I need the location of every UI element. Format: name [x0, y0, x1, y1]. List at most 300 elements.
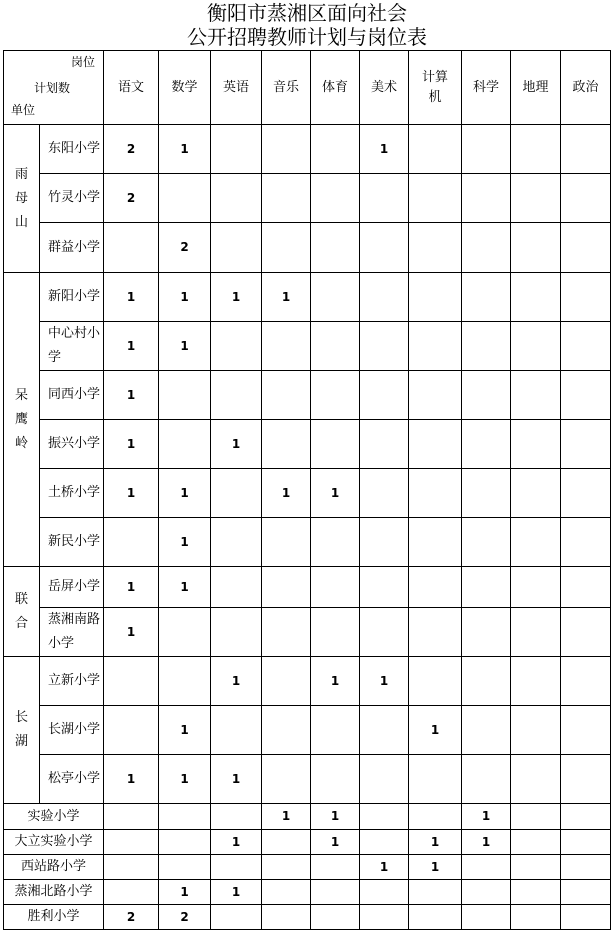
- school-cell: [40, 608, 104, 657]
- subject-label: 英语: [222, 79, 249, 95]
- count-cell: [561, 706, 611, 755]
- count-cell: [409, 322, 462, 371]
- school-cell: [4, 905, 104, 930]
- school-cell: [40, 420, 104, 469]
- count-cell: [462, 420, 511, 469]
- count-value: 1: [281, 809, 291, 823]
- table-row: [4, 706, 611, 755]
- count-cell: [104, 174, 159, 223]
- count-value: 1: [180, 289, 189, 304]
- school-name: 群益小学: [48, 239, 101, 255]
- school-name: 东阳小学: [48, 141, 101, 156]
- count-cell: [104, 371, 159, 420]
- count-cell: [262, 273, 311, 322]
- count-value: 2: [126, 141, 136, 156]
- count-cell: [104, 223, 159, 273]
- count-value: 1: [330, 485, 340, 500]
- count-cell: [159, 420, 211, 469]
- table-row: [4, 469, 611, 518]
- count-cell: [311, 322, 360, 371]
- count-cell: [262, 518, 311, 567]
- district-cell: [4, 567, 40, 657]
- count-cell: [462, 125, 511, 174]
- count-cell: [311, 657, 360, 706]
- count-cell: [561, 804, 611, 830]
- school-cell: [40, 371, 104, 420]
- count-cell: [159, 371, 211, 420]
- count-value: 1: [231, 884, 241, 899]
- count-cell: [104, 567, 159, 608]
- count-value: 1: [126, 624, 136, 639]
- count-cell: [159, 174, 211, 223]
- count-cell: [409, 905, 462, 930]
- count-value: 1: [379, 859, 389, 874]
- count-cell: [159, 125, 211, 174]
- count-value: 1: [379, 673, 389, 688]
- count-cell: [409, 518, 462, 567]
- subject-header: [561, 51, 611, 125]
- count-cell: [211, 174, 262, 223]
- count-cell: [159, 706, 211, 755]
- corner-unit-label: 单位: [11, 103, 36, 117]
- count-cell: [311, 755, 360, 804]
- count-value: 1: [126, 338, 136, 353]
- count-value: 2: [180, 909, 189, 924]
- count-cell: [409, 804, 462, 830]
- subject-label: 计算机: [421, 69, 448, 105]
- count-value: 1: [180, 338, 189, 353]
- table-row: [4, 657, 611, 706]
- count-cell: [104, 420, 159, 469]
- count-cell: [511, 371, 561, 420]
- count-cell: [462, 905, 511, 930]
- count-cell: [360, 880, 409, 905]
- count-cell: [262, 905, 311, 930]
- count-cell: [104, 273, 159, 322]
- subject-label: 数学: [171, 79, 198, 95]
- count-cell: [511, 469, 561, 518]
- count-cell: [211, 855, 262, 880]
- count-cell: [262, 657, 311, 706]
- count-value: 2: [180, 240, 189, 254]
- count-value: 1: [180, 884, 189, 899]
- count-cell: [561, 223, 611, 273]
- count-cell: [311, 125, 360, 174]
- count-value: 1: [231, 436, 241, 451]
- count-cell: [104, 657, 159, 706]
- count-cell: [104, 880, 159, 905]
- count-cell: [511, 855, 561, 880]
- count-value: 1: [430, 722, 440, 737]
- school-cell: [40, 223, 104, 273]
- count-cell: [409, 223, 462, 273]
- subject-header: [262, 51, 311, 125]
- count-cell: [511, 223, 561, 273]
- school-name: 中心村小学: [48, 326, 101, 365]
- school-name: 西站路小学: [20, 859, 86, 874]
- count-value: 1: [126, 289, 136, 304]
- count-cell: [104, 830, 159, 855]
- count-cell: [211, 905, 262, 930]
- count-value: 1: [180, 534, 189, 549]
- subject-label: 政治: [572, 79, 599, 95]
- count-cell: [511, 567, 561, 608]
- count-cell: [462, 804, 511, 830]
- count-cell: [409, 371, 462, 420]
- subject-label: 科学: [472, 79, 499, 95]
- school-name: 立新小学: [48, 673, 101, 688]
- subject-label: 美术: [370, 79, 397, 95]
- count-cell: [462, 518, 511, 567]
- corner-header-cell: [4, 51, 104, 125]
- count-cell: [311, 880, 360, 905]
- count-cell: [360, 174, 409, 223]
- count-cell: [462, 706, 511, 755]
- count-cell: [409, 706, 462, 755]
- count-cell: [159, 273, 211, 322]
- count-cell: [409, 657, 462, 706]
- school-cell: [4, 855, 104, 880]
- count-value: 1: [430, 834, 440, 849]
- count-cell: [211, 657, 262, 706]
- school-name: 竹灵小学: [48, 190, 101, 205]
- school-cell: [40, 518, 104, 567]
- count-cell: [311, 905, 360, 930]
- table-row: [4, 567, 611, 608]
- count-cell: [360, 518, 409, 567]
- count-cell: [211, 755, 262, 804]
- count-cell: [409, 567, 462, 608]
- count-cell: [511, 905, 561, 930]
- count-cell: [159, 469, 211, 518]
- subject-header: [511, 51, 561, 125]
- count-value: 1: [180, 722, 189, 737]
- table-row: [4, 855, 611, 880]
- district-cell: [4, 125, 40, 273]
- count-cell: [159, 657, 211, 706]
- school-cell: [40, 755, 104, 804]
- count-cell: [262, 706, 311, 755]
- count-cell: [409, 880, 462, 905]
- subject-header: [462, 51, 511, 125]
- page-title-line-1: 衡阳市蒸湘区面向社会: [207, 1, 407, 25]
- school-cell: [4, 804, 104, 830]
- count-cell: [211, 804, 262, 830]
- count-cell: [511, 880, 561, 905]
- school-cell: [40, 174, 104, 223]
- count-value: 1: [281, 289, 291, 304]
- subject-label: 地理: [522, 79, 549, 95]
- count-cell: [104, 469, 159, 518]
- count-cell: [511, 608, 561, 657]
- school-name: 蒸湘北路小学: [14, 884, 93, 899]
- subject-header: [311, 51, 360, 125]
- district-cell: [4, 657, 40, 804]
- district-name: 雨母山: [14, 166, 28, 230]
- table-row: [4, 608, 611, 657]
- count-cell: [262, 174, 311, 223]
- count-cell: [561, 469, 611, 518]
- count-cell: [561, 125, 611, 174]
- count-cell: [462, 371, 511, 420]
- count-cell: [311, 223, 360, 273]
- count-cell: [561, 174, 611, 223]
- count-value: 1: [126, 771, 136, 786]
- count-cell: [462, 223, 511, 273]
- count-cell: [211, 608, 262, 657]
- count-cell: [211, 322, 262, 371]
- count-cell: [211, 567, 262, 608]
- count-cell: [561, 371, 611, 420]
- corner-plan-label: 计划数: [34, 81, 71, 95]
- subject-label: 体育: [321, 79, 348, 95]
- subject-header: [211, 51, 262, 125]
- count-value: 1: [180, 579, 189, 594]
- count-cell: [511, 174, 561, 223]
- count-cell: [409, 830, 462, 855]
- school-cell: [40, 469, 104, 518]
- count-cell: [159, 322, 211, 371]
- count-cell: [211, 223, 262, 273]
- count-cell: [409, 273, 462, 322]
- count-cell: [360, 755, 409, 804]
- count-cell: [104, 125, 159, 174]
- count-cell: [262, 880, 311, 905]
- count-cell: [409, 469, 462, 518]
- count-value: 1: [231, 834, 241, 849]
- count-cell: [159, 567, 211, 608]
- count-cell: [262, 420, 311, 469]
- count-cell: [462, 567, 511, 608]
- count-cell: [561, 755, 611, 804]
- count-cell: [262, 371, 311, 420]
- count-cell: [159, 880, 211, 905]
- count-cell: [262, 322, 311, 371]
- count-value: 1: [126, 485, 136, 500]
- count-cell: [511, 755, 561, 804]
- count-cell: [511, 420, 561, 469]
- count-cell: [311, 469, 360, 518]
- school-cell: [40, 273, 104, 322]
- count-cell: [360, 420, 409, 469]
- count-value: 1: [481, 834, 491, 849]
- count-cell: [311, 830, 360, 855]
- count-cell: [409, 608, 462, 657]
- count-cell: [262, 223, 311, 273]
- count-value: 1: [281, 485, 291, 500]
- count-value: 1: [126, 387, 136, 402]
- table-row: [4, 518, 611, 567]
- count-cell: [462, 273, 511, 322]
- count-cell: [561, 830, 611, 855]
- count-cell: [104, 518, 159, 567]
- count-cell: [311, 420, 360, 469]
- school-cell: [40, 567, 104, 608]
- count-cell: [409, 420, 462, 469]
- subject-header: [104, 51, 159, 125]
- count-value: 2: [126, 909, 136, 924]
- count-cell: [159, 855, 211, 880]
- count-cell: [360, 125, 409, 174]
- count-cell: [211, 518, 262, 567]
- count-cell: [462, 830, 511, 855]
- count-value: 1: [379, 141, 389, 156]
- count-cell: [462, 174, 511, 223]
- count-cell: [360, 804, 409, 830]
- count-cell: [311, 371, 360, 420]
- count-cell: [561, 905, 611, 930]
- count-cell: [462, 855, 511, 880]
- district-name: 长湖: [14, 710, 28, 749]
- table-row: [4, 371, 611, 420]
- school-cell: [40, 706, 104, 755]
- page-title-line-2: 公开招聘教师计划与岗位表: [187, 25, 427, 49]
- count-cell: [511, 657, 561, 706]
- count-value: 1: [231, 771, 241, 786]
- table-row: [4, 830, 611, 855]
- school-name: 新民小学: [48, 534, 101, 549]
- count-cell: [311, 174, 360, 223]
- count-cell: [159, 755, 211, 804]
- table-row: [4, 880, 611, 905]
- count-cell: [360, 567, 409, 608]
- count-value: 2: [126, 190, 136, 205]
- school-name: 胜利小学: [27, 909, 80, 924]
- count-cell: [104, 804, 159, 830]
- count-cell: [561, 657, 611, 706]
- count-cell: [211, 273, 262, 322]
- corner-post-label: 岗位: [70, 55, 95, 69]
- school-name: 同西小学: [48, 387, 101, 402]
- table-row: [4, 174, 611, 223]
- header-row: [4, 51, 611, 125]
- count-cell: [262, 830, 311, 855]
- count-cell: [159, 518, 211, 567]
- recruitment-plan-table: [3, 50, 611, 930]
- table-row: [4, 755, 611, 804]
- count-cell: [462, 755, 511, 804]
- count-cell: [311, 855, 360, 880]
- count-cell: [511, 804, 561, 830]
- count-cell: [104, 755, 159, 804]
- count-cell: [104, 905, 159, 930]
- count-cell: [311, 567, 360, 608]
- count-cell: [561, 567, 611, 608]
- count-cell: [104, 322, 159, 371]
- count-cell: [561, 608, 611, 657]
- school-cell: [40, 125, 104, 174]
- table-row: [4, 273, 611, 322]
- count-cell: [561, 518, 611, 567]
- count-cell: [409, 174, 462, 223]
- count-cell: [211, 706, 262, 755]
- count-cell: [159, 608, 211, 657]
- subject-label: 音乐: [272, 79, 299, 95]
- count-cell: [159, 223, 211, 273]
- school-name: 新阳小学: [48, 289, 101, 304]
- count-cell: [360, 322, 409, 371]
- school-name: 大立实验小学: [14, 834, 93, 849]
- subject-header: [409, 51, 462, 125]
- district-name: 呆鹰岭: [14, 387, 28, 451]
- school-name: 长湖小学: [48, 722, 101, 737]
- count-cell: [262, 804, 311, 830]
- count-value: 1: [126, 579, 136, 594]
- school-name: 振兴小学: [48, 436, 101, 451]
- school-name: 松亭小学: [48, 771, 101, 786]
- count-cell: [511, 830, 561, 855]
- count-cell: [104, 706, 159, 755]
- count-cell: [311, 706, 360, 755]
- count-cell: [511, 273, 561, 322]
- count-cell: [462, 880, 511, 905]
- school-name: 土桥小学: [48, 485, 101, 500]
- count-cell: [262, 125, 311, 174]
- count-cell: [104, 855, 159, 880]
- table-row: [4, 322, 611, 371]
- school-name: 蒸湘南路小学: [48, 612, 101, 651]
- table-row: [4, 905, 611, 930]
- count-cell: [211, 125, 262, 174]
- count-cell: [262, 608, 311, 657]
- table-row: [4, 125, 611, 174]
- count-cell: [311, 608, 360, 657]
- count-cell: [409, 855, 462, 880]
- district-name: 联合: [14, 591, 28, 631]
- count-cell: [409, 125, 462, 174]
- count-cell: [561, 420, 611, 469]
- count-cell: [360, 371, 409, 420]
- count-cell: [360, 223, 409, 273]
- count-cell: [159, 905, 211, 930]
- count-cell: [360, 830, 409, 855]
- table-row: [4, 420, 611, 469]
- school-name: 实验小学: [27, 808, 80, 824]
- count-value: 1: [481, 809, 491, 823]
- count-value: 1: [330, 834, 340, 849]
- count-cell: [409, 755, 462, 804]
- count-cell: [511, 706, 561, 755]
- count-value: 1: [231, 289, 241, 304]
- count-value: 1: [330, 673, 340, 688]
- district-cell: [4, 273, 40, 567]
- count-cell: [511, 518, 561, 567]
- count-cell: [360, 905, 409, 930]
- count-value: 1: [180, 485, 189, 500]
- school-cell: [40, 657, 104, 706]
- school-cell: [4, 880, 104, 905]
- count-cell: [311, 804, 360, 830]
- count-value: 1: [330, 809, 340, 823]
- count-value: 1: [126, 436, 136, 451]
- school-cell: [4, 830, 104, 855]
- count-value: 1: [180, 141, 189, 156]
- count-cell: [211, 371, 262, 420]
- count-cell: [311, 518, 360, 567]
- school-name: 岳屏小学: [48, 579, 101, 594]
- count-cell: [311, 273, 360, 322]
- count-cell: [561, 855, 611, 880]
- count-cell: [360, 657, 409, 706]
- count-cell: [360, 608, 409, 657]
- count-cell: [511, 322, 561, 371]
- count-cell: [561, 322, 611, 371]
- table-row: [4, 223, 611, 273]
- count-cell: [262, 755, 311, 804]
- count-cell: [462, 322, 511, 371]
- count-value: 1: [430, 859, 440, 874]
- count-cell: [561, 273, 611, 322]
